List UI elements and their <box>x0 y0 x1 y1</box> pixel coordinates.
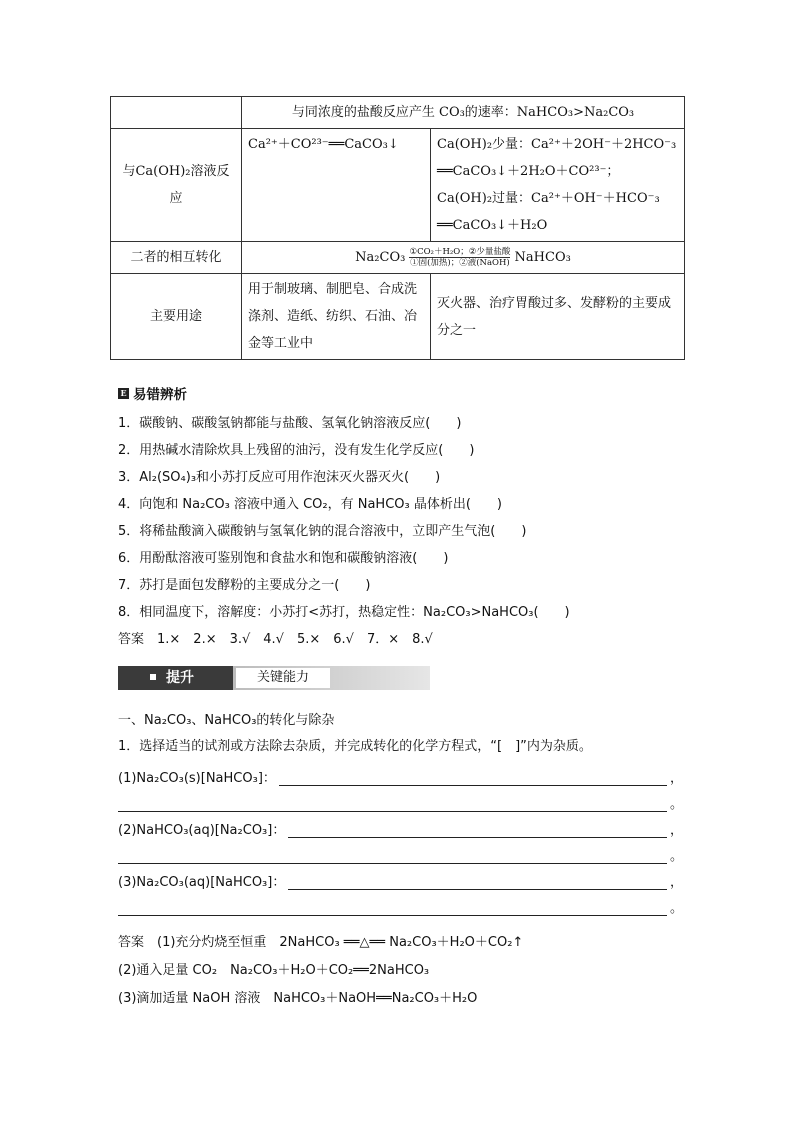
answer-line: 答案 (1)充分灼烧至恒重 2NaHCO₃ ══△══ Na₂CO₃＋H₂O＋CO₂↑ <box>118 935 524 950</box>
answer-blank[interactable] <box>118 794 667 812</box>
question-item: 7．苏打是面包发酵粉的主要成分之一( ) <box>118 578 371 593</box>
comparison-table <box>110 96 685 360</box>
question-item: 1．碳酸钠、碳酸氢钠都能与盐酸、氢氧化钠溶液反应( ) <box>118 416 462 431</box>
caoh-right <box>431 129 685 242</box>
use-left: 用于制玻璃、制肥皂、合成洗涤剂、造纸、纺织、石油、冶金等工业中 <box>242 274 431 360</box>
fill-row <box>118 890 683 916</box>
question-item: 6．用酚酞溶液可鉴别饱和食盐水和饱和碳酸钠溶液( ) <box>118 551 449 566</box>
fill-row <box>118 864 683 890</box>
section-heading <box>118 383 187 403</box>
item-label: (2)NaHCO₃(aq)[Na₂CO₃]： <box>118 823 286 838</box>
answer-blank[interactable] <box>118 846 667 864</box>
convert-row <box>242 242 685 274</box>
ability-banner <box>118 666 430 690</box>
fill-row <box>118 760 683 786</box>
use-label: 主要用途 <box>111 274 242 360</box>
part-title: 一、Na₂CO₃、NaHCO₃的转化与除杂 <box>118 713 335 728</box>
item-label: (1)Na₂CO₃(s)[NaHCO₃]： <box>118 771 276 786</box>
banner-left-label: 提升 <box>166 670 194 686</box>
caoh-line: Ca(OH)₂过量：Ca²⁺＋OH⁻＋HCO⁻₃ <box>437 191 660 206</box>
question-list <box>118 410 718 653</box>
exercise-section <box>118 708 683 916</box>
rate-row: 与同浓度的盐酸反应产生 CO₃的速率：NaHCO₃>Na₂CO₃ <box>242 97 685 129</box>
convert-left: Na₂CO₃ <box>355 250 406 265</box>
square-icon <box>150 674 156 680</box>
question-item: 8．相同温度下，溶解度：小苏打<苏打，热稳定性：Na₂CO₃>NaHCO₃( ) <box>118 605 570 620</box>
convert-top: ①CO₂＋H₂O；②少量盐酸 <box>409 246 511 257</box>
answer-line: 答案 1.× 2.× 3.√ 4.√ 5.× 6.√ 7．× 8.√ <box>118 632 433 647</box>
item-end: 。 <box>669 797 683 812</box>
item-end: 。 <box>669 901 683 916</box>
question-item: 3．Al₂(SO₄)₃和小苏打反应可用作泡沫灭火器灭火( ) <box>118 470 441 485</box>
convert-right: NaHCO₃ <box>514 250 571 265</box>
use-right: 灭火器、治疗胃酸过多、发酵粉的主要成分之一 <box>431 274 685 360</box>
item-label: (3)Na₂CO₃(aq)[NaHCO₃]： <box>118 875 286 890</box>
caoh-left: Ca²⁺＋CO²³⁻══CaCO₃↓ <box>242 129 431 242</box>
fill-row <box>118 812 683 838</box>
item-end: ， <box>669 875 683 890</box>
item-end: ， <box>669 823 683 838</box>
section-badge-icon: E <box>118 388 129 399</box>
banner-right: 关键能力 <box>236 668 330 688</box>
table-cell-empty <box>111 97 242 129</box>
answer-blank[interactable] <box>279 768 667 786</box>
fill-row <box>118 838 683 864</box>
item-end: ， <box>669 771 683 786</box>
answer-line: (2)通入足量 CO₂ Na₂CO₃＋H₂O＋CO₂══2NaHCO₃ <box>118 963 430 978</box>
section-title: 易错辨析 <box>133 387 187 403</box>
banner-left <box>118 666 233 690</box>
answer-blank[interactable] <box>288 872 667 890</box>
convert-bottom: ①固(加热)；②液(NaOH) <box>410 257 510 268</box>
answer-block <box>118 929 523 1013</box>
caoh-line: Ca(OH)₂少量：Ca²⁺＋2OH⁻＋2HCO⁻₃ <box>437 137 677 152</box>
caoh-label: 与Ca(OH)₂溶液反应 <box>111 129 242 242</box>
question-item: 2．用热碱水清除炊具上残留的油污，没有发生化学反应( ) <box>118 443 475 458</box>
task-text: 1．选择适当的试剂或方法除去杂质，并完成转化的化学方程式，“[ ]”内为杂质。 <box>118 739 592 754</box>
question-item: 4．向饱和 Na₂CO₃ 溶液中通入 CO₂，有 NaHCO₃ 晶体析出( ) <box>118 497 503 512</box>
answer-blank[interactable] <box>118 898 667 916</box>
question-item: 5．将稀盐酸滴入碳酸钠与氢氧化钠的混合溶液中，立即产生气泡( ) <box>118 524 527 539</box>
caoh-line: ══CaCO₃↓＋H₂O <box>437 218 548 233</box>
fill-row <box>118 786 683 812</box>
caoh-line: ══CaCO₃↓＋2H₂O＋CO²³⁻； <box>437 164 620 179</box>
answer-blank[interactable] <box>288 820 667 838</box>
convert-label: 二者的相互转化 <box>111 242 242 274</box>
convert-arrow <box>409 248 510 268</box>
item-end: 。 <box>669 849 683 864</box>
answer-line: (3)滴加适量 NaOH 溶液 NaHCO₃＋NaOH══Na₂CO₃＋H₂O <box>118 991 478 1006</box>
